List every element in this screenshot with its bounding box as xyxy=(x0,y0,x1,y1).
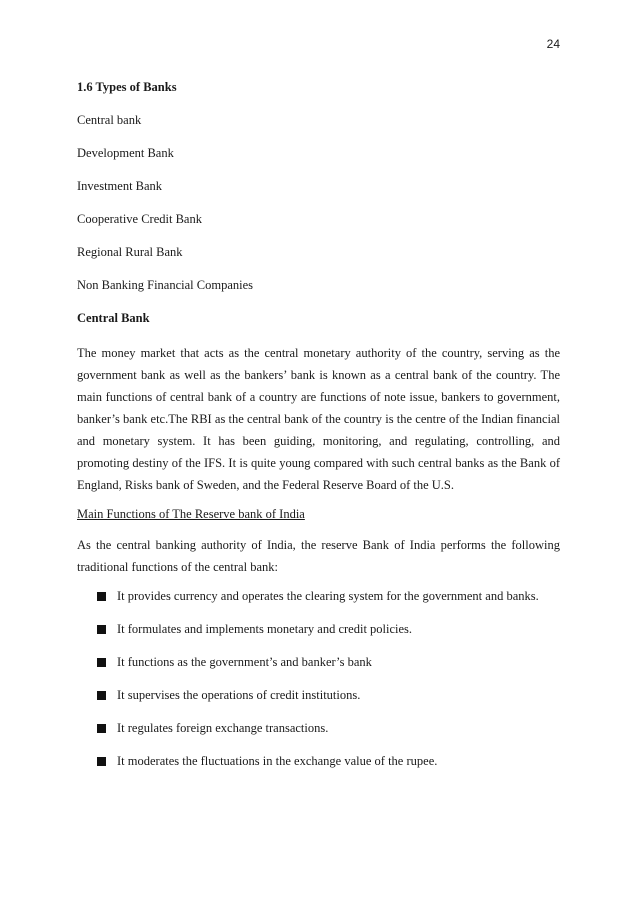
document-body xyxy=(77,79,560,786)
rbi-functions-intro: As the central banking authority of India, the reserve Bank of India performs the following traditional functions of the central bank: xyxy=(77,538,560,574)
rbi-functions-heading: Main Functions of The Reserve bank of India xyxy=(77,507,305,521)
square-bullet-icon xyxy=(97,658,106,667)
list-item xyxy=(97,753,560,769)
list-item-text: It moderates the fluctuations in the exchange value of the rupee. xyxy=(117,754,438,768)
list-item: Non Banking Financial Companies xyxy=(77,278,254,292)
list-item xyxy=(97,687,560,703)
list-item: Cooperative Credit Bank xyxy=(77,212,202,226)
rbi-functions-list xyxy=(77,588,560,769)
list-item xyxy=(97,621,560,637)
list-item xyxy=(97,588,560,604)
list-item-text: It regulates foreign exchange transactions. xyxy=(117,721,329,735)
list-item xyxy=(97,720,560,736)
list-item: Development Bank xyxy=(77,146,174,160)
page-number: 24 xyxy=(546,37,560,51)
list-item-text: It functions as the government’s and banker’s bank xyxy=(117,655,372,669)
list-item: Investment Bank xyxy=(77,179,163,193)
square-bullet-icon xyxy=(97,625,106,634)
square-bullet-icon xyxy=(97,592,106,601)
list-item: Central bank xyxy=(77,113,142,127)
list-item: Regional Rural Bank xyxy=(77,245,183,259)
list-item-text: It formulates and implements monetary and credit policies. xyxy=(117,622,413,636)
central-bank-paragraph: The money market that acts as the central monetary authority of the country, serving as the government bank as well as the bankers’ bank is known as a central bank of the country. The main functions of central bank of a country are functions of note issue, bankers to government, banker’s bank etc.The RBI as the central bank of the country is the centre of the Indian financial and monetary system. It has been guiding, monitoring, and regulating, controlling, and promoting destiny of the IFS. It is quite young compared with such central banks as the Bank of England, Risks bank of Sweden, and the Federal Reserve Board of the U.S. xyxy=(77,346,560,492)
square-bullet-icon xyxy=(97,691,106,700)
list-item-text: It supervises the operations of credit institutions. xyxy=(117,688,361,702)
bank-types-list xyxy=(77,112,560,293)
list-item-text: It provides currency and operates the clearing system for the government and banks. xyxy=(117,589,539,603)
list-item xyxy=(97,654,560,670)
central-bank-heading: Central Bank xyxy=(77,311,150,325)
section-title: 1.6 Types of Banks xyxy=(77,80,177,94)
square-bullet-icon xyxy=(97,757,106,766)
square-bullet-icon xyxy=(97,724,106,733)
